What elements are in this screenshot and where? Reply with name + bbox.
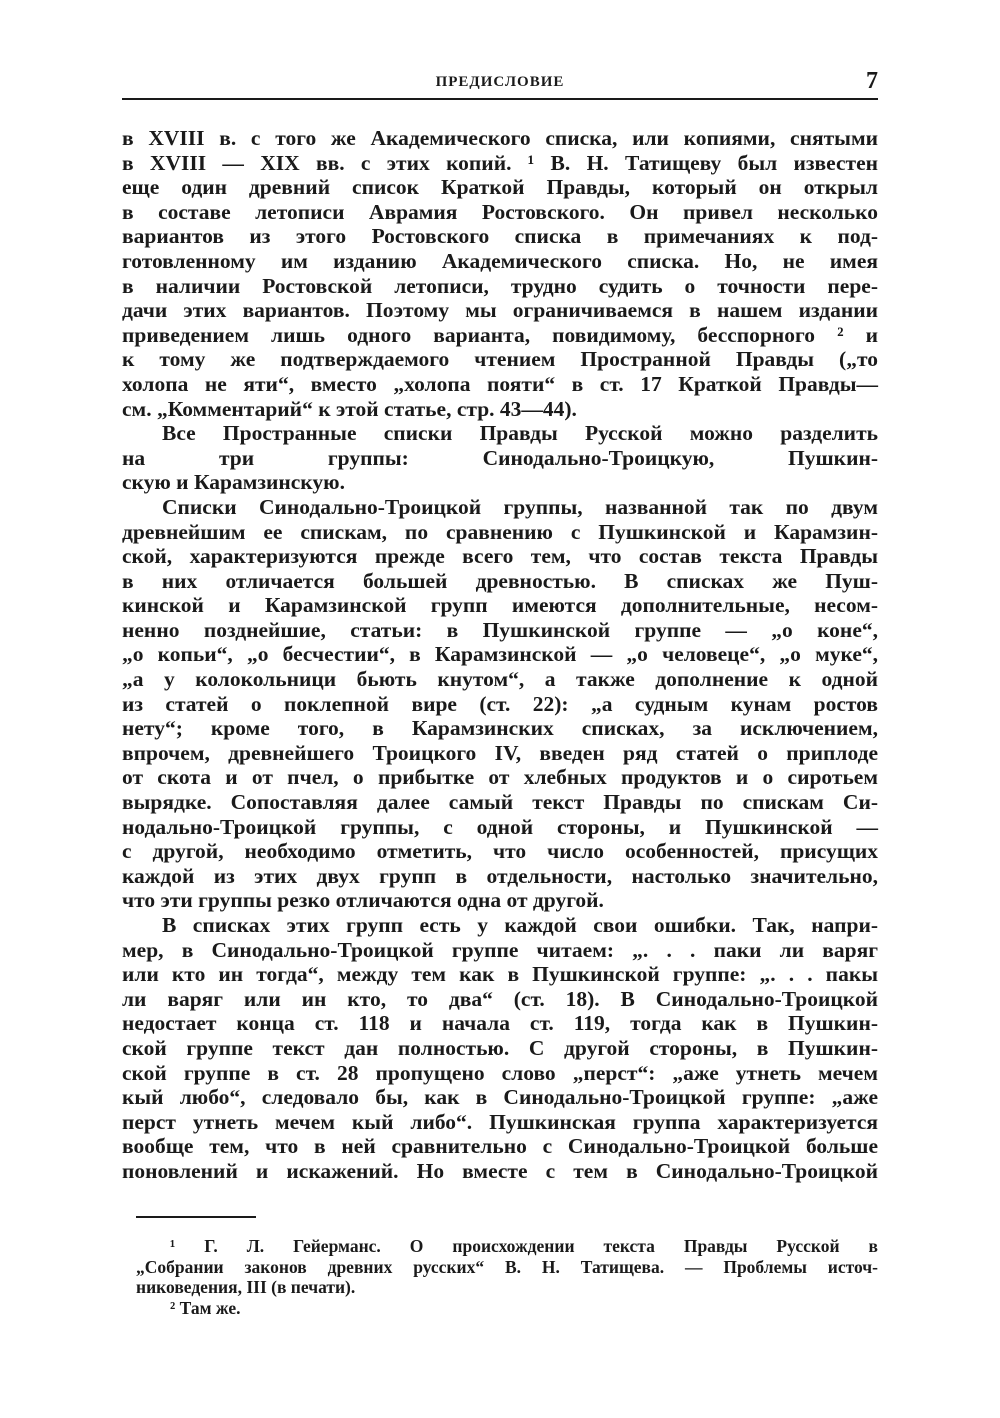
text-line: поновлений и искажений. Но вместе с тем в Синодально-Троицкой xyxy=(122,1158,878,1183)
running-title: ПРЕДИСЛОВИЕ xyxy=(435,74,565,90)
running-head xyxy=(122,68,878,100)
text-line: ской, характеризуются прежде всего тем, что состав текста Правды xyxy=(122,544,878,569)
text-line: от скота и от пчел, о прибытке от хлебных продуктов и о сиротьем xyxy=(122,765,878,790)
text-line: В списках этих групп есть у каждой свои ошибки. Так, напри- xyxy=(162,913,878,937)
page-number: 7 xyxy=(866,68,878,94)
text-line: ненно позднейшие, статьи: в Пушкинской группе — „о коне“, xyxy=(122,617,878,642)
text-line: „а у колокольници бьють кнутом“, а также дополнение к одной xyxy=(122,667,878,692)
text-line: еще один древний список Краткой Правды, который он открыл xyxy=(122,175,878,200)
footnotes xyxy=(136,1236,878,1318)
text-line: холопа не яти“, вместо „холопа пояти“ в ст. 17 Краткой Правды— xyxy=(122,371,878,396)
text-line: в XVIII в. с того же Академического списка, или копиями, снятыми xyxy=(122,126,878,150)
footnote-line: ¹ Г. Л. Гейерманс. О происхождении текста Правды Русской в xyxy=(170,1236,878,1256)
text-line: или кто ин тогда“, между тем как в Пушкинской группе: „. . . пакы xyxy=(122,962,878,987)
text-line: см. „Комментарий“ к этой статье, стр. 43—44). xyxy=(122,396,577,421)
text-line: в наличии Ростовской летописи, трудно судить о точности пере- xyxy=(122,273,878,298)
footnote-divider xyxy=(136,1216,256,1218)
text-line: Списки Синодально-Троицкой группы, названной так по двум xyxy=(162,494,878,519)
text-line: впрочем, древнейшего Троицкого IV, введен ряд статей о приплоде xyxy=(122,740,878,765)
text-line: „о копьи“, „о бесчестии“, в Карамзинской — „о человеце“, „о муке“, xyxy=(122,642,878,667)
text-line: с другой, необходимо отметить, что число особенностей, присущих xyxy=(122,839,878,864)
footnote-line: ² Там же. xyxy=(170,1297,241,1318)
text-line: на три группы: Синодально-Троицкую, Пушкин- xyxy=(122,445,878,470)
text-line: нету“; кроме того, в Карамзинских списках, за исключением, xyxy=(122,716,878,741)
footnote-line: никоведения, III (в печати). xyxy=(136,1277,356,1298)
text-line: приведением лишь одного варианта, повидимому, бесспорного ² и xyxy=(122,322,878,347)
text-line: нодально-Троицкой группы, с одной стороны, и Пушкинской — xyxy=(122,814,878,839)
text-line: древнейшим ее спискам, по сравнению с Пушкинской и Карамзин- xyxy=(122,519,878,544)
text-line: кый любо“, следовало бы, как в Синодально-Троицкой группе: „аже xyxy=(122,1085,878,1110)
text-line: вырядке. Сопоставляя далее самый текст Правды по спискам Си- xyxy=(122,790,878,815)
text-line: каждой из этих двух групп в отдельности, настолько значительно, xyxy=(122,863,878,888)
text-line: что эти группы резко отличаются одна от другой. xyxy=(122,888,604,913)
text-line: кинской и Карамзинской групп имеются дополнительные, несом- xyxy=(122,593,878,618)
text-line: перст утнеть мечем кый либо“. Пушкинская группа характеризуется xyxy=(122,1109,878,1134)
text-line: ской группе текст дан полностью. С другой стороны, в Пушкин- xyxy=(122,1035,878,1060)
text-line: из статей о поклепной вире (ст. 22): „а судным кунам ростов xyxy=(122,691,878,716)
text-line: в составе летописи Аврамия Ростовского. Он привел несколько xyxy=(122,199,878,224)
text-line: недостает конца ст. 118 и начала ст. 119, тогда как в Пушкин- xyxy=(122,1011,878,1036)
text-line: ской группе в ст. 28 пропущено слово „перст“: „аже утнеть мечем xyxy=(122,1060,878,1085)
text-line: в XVIII — XIX вв. с этих копий. ¹ В. Н. Татищеву был известен xyxy=(122,150,878,175)
text-line: готовленному им изданию Академического списка. Но, не имея xyxy=(122,248,878,273)
text-line: вообще тем, что в ней сравнительно с Синодально-Троицкой больше xyxy=(122,1134,878,1159)
text-line: дачи этих вариантов. Поэтому мы ограничиваемся в нашем издании xyxy=(122,298,878,323)
text-line: к тому же подтверждаемого чтением Пространной Правды („то xyxy=(122,347,878,372)
main-text xyxy=(122,126,878,1184)
footnote-line: „Собрании законов древних русских“ В. Н. Татищева. — Проблемы источ- xyxy=(136,1256,878,1277)
text-line: мер, в Синодально-Троицкой группе читаем: „. . . паки ли варяг xyxy=(122,937,878,962)
text-line: ли варяг или ин кто, то два“ (ст. 18). В Синодально-Троицкой xyxy=(122,986,878,1011)
text-line: вариантов из этого Ростовского списка в примечаниях к под- xyxy=(122,224,878,249)
text-line: Все Пространные списки Правды Русской можно разделить xyxy=(162,421,878,446)
text-line: скую и Карамзинскую. xyxy=(122,470,345,495)
text-line: в них отличается большей древностью. В списках же Пуш- xyxy=(122,568,878,593)
